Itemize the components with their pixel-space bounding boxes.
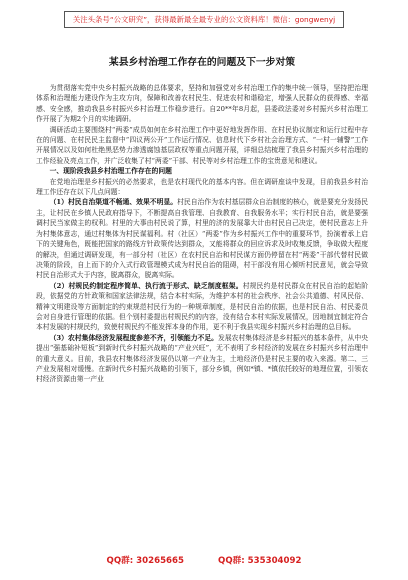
top-banner — [0, 0, 408, 38]
document-title: 某县乡村治理工作存在的问题及下一步对策 — [108, 57, 296, 68]
point-text: 发展农村集体经济是乡村振兴的基本条件，从中央提出“强基础补短板”到新时代乡村振兴战略的“产业兴旺”，无不表明了乡村经济的发展在乡村振兴乡村治理中的重大意义。目前，我县农村集体经济发展仍以第一产业为主，土地经济仍是村民主要的收入来源。第二、三产业发展相对缓慢。在新时代乡村振兴战略的引领下，部分乡镇，例如*镇、*镇依托较好的地理位置，引领农村经济资源由第一产业 — [36, 333, 368, 384]
document-page — [36, 56, 368, 385]
qq-group-1: QQ群: 30265665 — [106, 556, 185, 566]
point-text: 村民自治作为农村基层群众自治制度的核心，就是要充分发扬民主，让村民在乡镇人民政府指导下，不断提高自我管理、自我教育、自我服务水平；实行村民自治，就是要强调村民当家做主的权利。村里的大事由村民说了算，村里的济的发展靠大计由村民自己决定，使村民意志上升为村集体意志，通过村集体为村民谋福利。村（社区）“两委”作为乡村振兴工作中的重要环节，扮演着承上启下的关键角色，既能把国家的路线方针政策传达到群众，又能将群众的回应诉求及时收集反馈，争取做大程度的解决，但通过调研发现，有一部分村（社区）在农村民自治和村民谋方面仍停留在村“两委”干部代替村民做决策的阶段，自上而下的介入式行政管理模式成为村民自治的阻碍，村干部没有用心倾听村民意见，就会导致村民自治形式大于内容，脱离群众，脱离实际。 — [36, 198, 369, 280]
body-paragraph — [36, 125, 368, 167]
point-heading: （2）村规民约制定程序简单、执行流于形式、缺乏制度框架。 — [49, 281, 243, 290]
qq-group-2: QQ群: 535304092 — [218, 556, 302, 566]
section-heading: 一、现阶段我县乡村治理工作存在的问题 — [49, 167, 172, 176]
intro-paragraph: 为贯彻落实党中央乡村振兴战略的总体要求，坚持和加强党对乡村治理工作的集中统一领导，坚持把治理体系和治理能力建设作为主攻方向，保障和改善农村民生、促进农村和谐稳定，增强人民群众的获得感、幸福感、安全感，推动我县乡村振兴乡村治理工作稳步进行。自20**年8月起，县委政法委对乡村振兴乡村治理工作开展了为期2个月的实地调研。 — [36, 84, 368, 124]
footer-contact — [0, 551, 408, 571]
paragraph-text: 调研活动主要围绕村“两委”成员如何在乡村治理工作中更好地发挥作用、在村民协议制定和运行过程中存在的问题、在村民民主监督中“四议两公开”工作运行情况、信息时代下乡村社会治理方式、“一村一辅警”工作开展情况以及如何杜绝黑恶势力渗透腐蚀基层政权等重点问题开展，详细总结梳理了我县乡村振兴乡村治理的工作经验及亮点工作，并广泛收集了村“两委”干部、村民等对乡村治理工作的宝贵意见和建议。 — [36, 125, 368, 165]
point-paragraph-1 — [36, 197, 368, 280]
point-paragraph-2 — [36, 281, 368, 333]
point-heading: （1）村民自治渠道不畅通、效果不明显。 — [49, 198, 178, 207]
point-text: 村规民约是村民群众在村民自治的起始阶段，依据党的方针政策和国家法律法规，结合本村实际，为维护本村的社会秩序、社会公共道德、村风民俗、精神文明建设等方面制定的约束规范村民行为的一种规章制度，是村民自治的依据，也是村民自治、村民委员会对自身进行管理的依据。但个别村委提出村规民约的内容，没有结合本村实际发展情况，因地制宜制定符合本村发展的村规民约，致使村规民约不能发挥本身的作用，更不利于我县实现乡村振兴乡村治理的总目标。 — [36, 281, 368, 332]
point-heading: （3）农村集体经济发展程度参差不齐，引领能力不足。 — [49, 333, 218, 342]
point-paragraph-3 — [36, 333, 368, 385]
section-intro: 在党地治理是乡村振兴的必然要求，也是农村现代化的基本内容。但在调研座谈中发现，目前我县乡村治理工作还存在以下几点问题： — [36, 177, 368, 197]
banner-notice: 关注头条号“公文研究”，获得最新最全最专业的公文资料库！微信：gongwenyj — [64, 11, 344, 28]
